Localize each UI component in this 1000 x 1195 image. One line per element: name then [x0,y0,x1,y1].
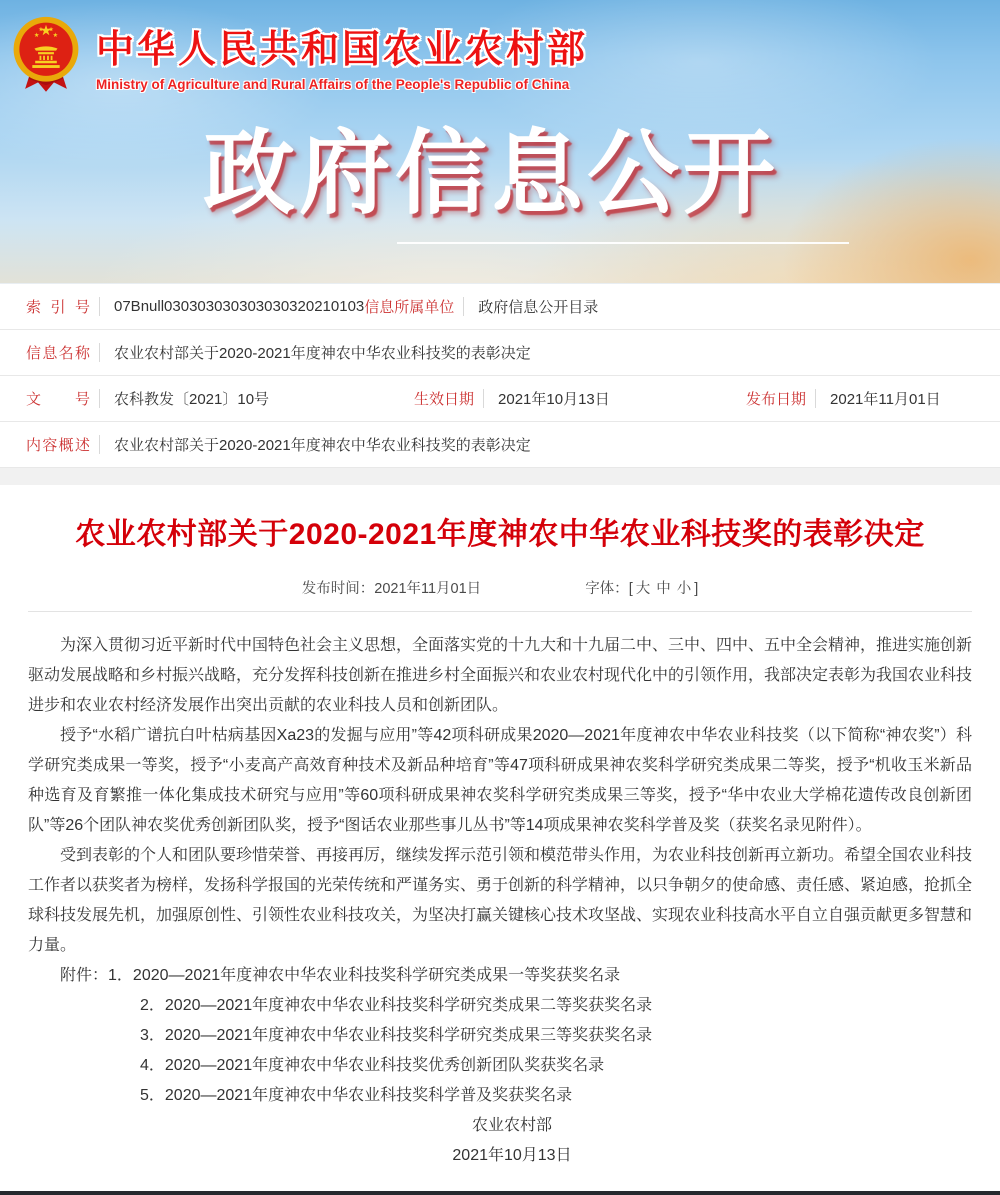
info-unit-value: 政府信息公开目录 [478,299,599,316]
font-size-small-button[interactable]: 小 [676,581,692,597]
paragraph: 受到表彰的个人和团队要珍惜荣誉、再接再厉，继续发挥示范引领和模范带头作用，为农业科技创新再立新功。希望全国农业科技工作者以获奖者为榜样，发扬科学报国的光荣传统和严谨务实、勇于创新的科学精神，以只争朝夕的使命感、责任感、紧迫感，抢抓全球科技发展先机，加强原创性、引领性农业科技攻关，为坚决打赢关键核心技术攻坚战、实现农业科技高水平自立自强贡献更多智慧和力量。 [28,847,973,954]
meta-row-docno [0,376,1000,422]
divider [99,343,100,362]
attachment-item: 2．2020—2021年度神农中华农业科技奖科学研究类成果二等奖获奖名录 [140,997,653,1014]
signature: 农业农村部 [471,1117,552,1134]
publish-time-value: 2021年11月01日 [374,581,482,597]
summary-label: 内容概述 [26,437,90,454]
font-size-switcher [585,577,698,598]
doc-number-label: 文号 [26,391,90,408]
article [0,485,1000,1171]
divider [815,389,816,408]
divider [99,389,100,408]
index-number-label: 索引号 [26,299,90,316]
publish-time [302,577,481,598]
signature-date: 2021年10月13日 [452,1147,572,1164]
meta-row-summary [0,422,1000,468]
effective-date-value: 2021年10月13日 [498,391,610,408]
publish-date-value: 2021年11月01日 [830,391,941,408]
summary-value: 农业农村部关于2020-2021年度神农中华农业科技奖的表彰决定 [114,437,531,454]
banner-underline [397,242,849,244]
header-top [0,0,1000,100]
index-number-value: 07Bnull030303030303030320210103 [114,298,365,315]
info-unit-label: 信息所属单位 [364,299,455,316]
site-title-block [96,18,588,92]
attachment-item: 4．2020—2021年度神农中华农业科技奖优秀创新团队奖获奖名录 [140,1057,605,1074]
document-meta-table [0,283,1000,468]
attachment-item [28,961,972,991]
font-size-medium-button[interactable]: 中 [656,581,671,597]
article-title: 农业农村部关于2020-2021年度神农中华农业科技奖的表彰决定 [75,518,925,551]
banner-title: 政府信息公开 [203,123,780,225]
attachment-item: 5．2020—2021年度神农中华农业科技奖科学普及奖获奖名录 [140,1087,573,1104]
divider [99,435,100,454]
effective-date-label: 生效日期 [414,391,475,408]
divider [463,297,464,316]
paragraph: 为深入贯彻习近平新时代中国特色社会主义思想，全面落实党的十九大和十九届二中、三中、四中、五中全会精神，推进实施创新驱动发展战略和乡村振兴战略，充分发挥科技创新在推进乡村全面振兴和农业农村现代化中的引领作用，我部决定表彰为我国农业科技进步和农业农村经济发展作出突出贡献的农业科技人员和创新团队。 [28,637,973,714]
site-subtitle: Ministry of Agriculture and Rural Affairs of the People's Republic of China [96,77,570,92]
info-name-value: 农业农村部关于2020-2021年度神农中华农业科技奖的表彰决定 [114,345,531,362]
font-size-large-button[interactable]: 大 [635,581,651,597]
national-emblem-icon [10,11,82,99]
divider [483,389,484,408]
attachment-item: 3．2020—2021年度神农中华农业科技奖科学研究类成果三等奖获奖名录 [140,1027,653,1044]
attachments-label: 附件： [60,967,109,984]
section-separator [0,468,1000,485]
footer-edge-bar [0,1191,1000,1195]
font-bracket-open: [ [628,581,633,597]
publish-time-label: 发布时间： [301,581,375,597]
divider [99,297,100,316]
doc-number-value: 农科教发〔2021〕10号 [114,391,270,408]
paragraph: 授予“水稻广谱抗白叶枯病基因Xa23的发掘与应用”等42项科研成果2020—2021年度神农中华农业科技奖（以下简称“神农奖”）科学研究类成果一等奖，授予“小麦高产高效育种技术及新品种培育”等47项科研成果神农奖科学研究类成果二等奖，授予“机收玉米新品种选育及育繁推一体化集成技术研究与应用”等60项科研成果神农奖科学研究类成果三等奖，授予“华中农业大学棉花遗传改良创新团队”等26个团队神农奖优秀创新团队奖，授予“图话农业那些事儿丛书”等14项成果神农奖科学普及奖（获奖名录见附件）。 [28,727,972,834]
article-meta-bar [28,577,972,612]
meta-row-name [0,330,1000,376]
site-title: 中华人民共和国农业农村部 [96,29,589,71]
meta-row-index [0,284,1000,330]
info-name-label: 信息名称 [26,345,90,362]
font-bracket-close: ] [694,581,699,597]
site-header [0,0,1000,283]
publish-date-label: 发布日期 [746,391,807,408]
article-body [28,631,972,1171]
font-size-label: 字体： [585,581,629,597]
attachment-link-1: 1．2020—2021年度神农中华农业科技奖科学研究类成果一等奖获奖名录 [108,967,621,984]
